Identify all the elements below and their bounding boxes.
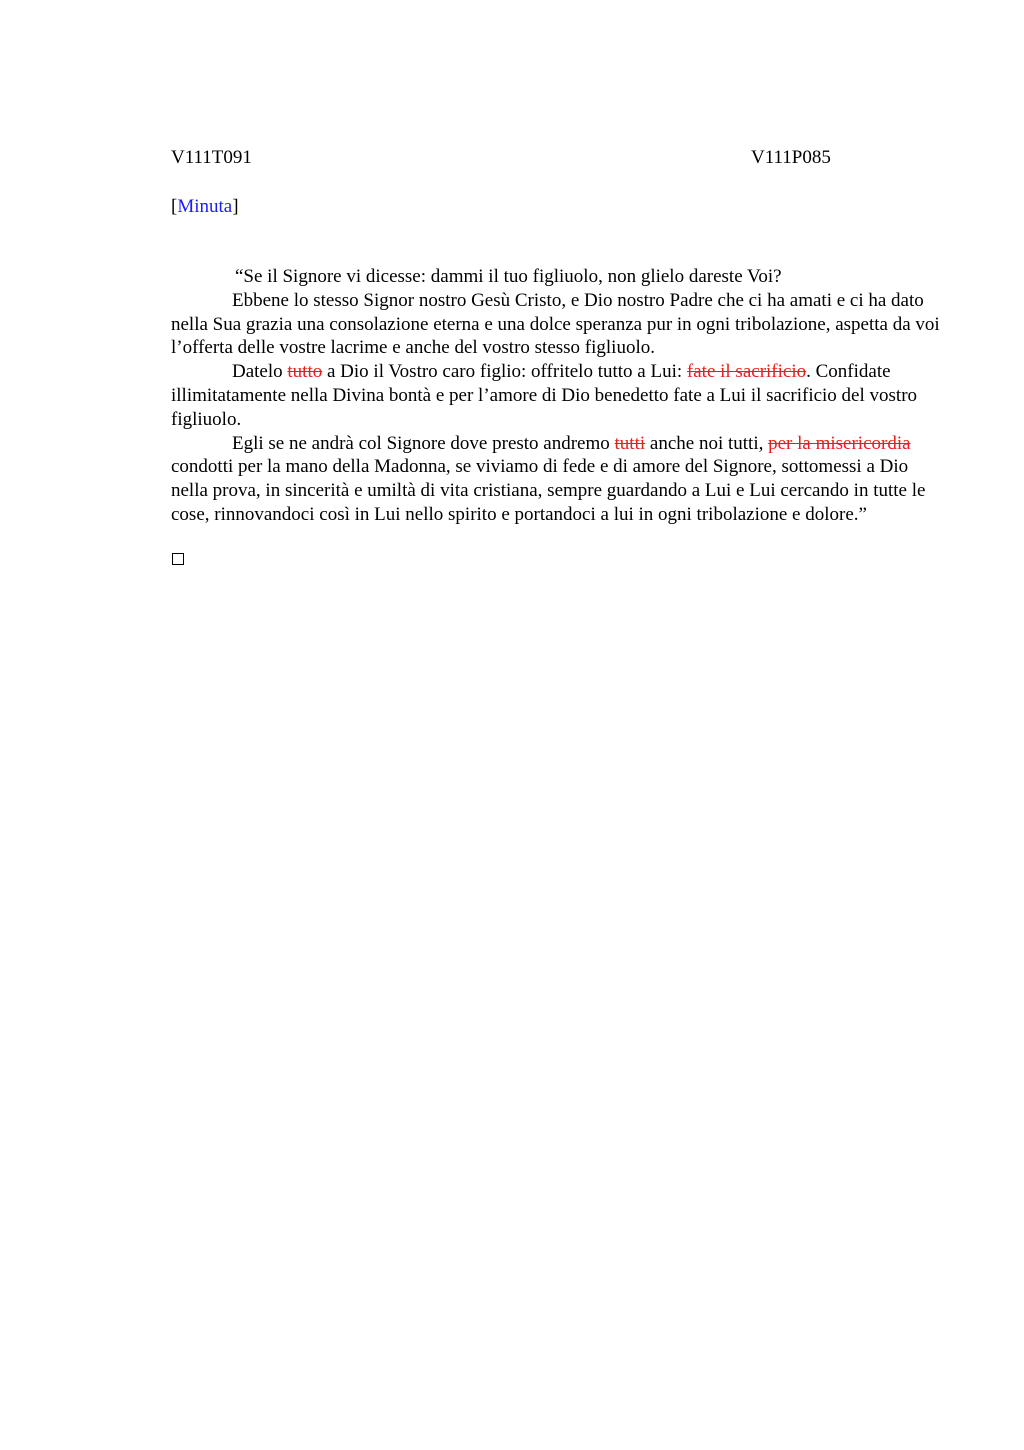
page-reference-code: V111P085 [751,147,831,168]
paragraph-4-text-2: anche noi tutti, [645,432,769,454]
paragraph-4-text-1: Egli se ne andrà col Signore dove presto andremo [232,432,615,454]
paragraph-2-text: Ebbene lo stesso Signor nostro Gesù Cristo, e Dio nostro Padre che ci ha amati e ci ha dato nella Sua grazia una consolazione eterna e una dolce speranza pur in ogni tribolazione, aspetta da voi l’offerta delle vostre lacrime e anche del vostro stesso figliuolo. [171,289,940,359]
deleted-word: tutto [287,361,323,383]
paragraph-1-text: “Se il Signore vi dicesse: dammi il tuo figliuolo, non glielo dareste Voi? [235,266,782,287]
deleted-phrase: per la misericordia [768,432,911,454]
paragraph-2 [171,289,941,360]
end-of-document-box-icon [172,553,184,565]
paragraph-3 [171,360,941,431]
minuta-link[interactable]: Minuta [177,196,233,217]
document-reference-code: V111T091 [171,147,252,168]
paragraph-4 [171,432,941,527]
deleted-phrase: fate il sacrificio [686,361,807,383]
document-type-label [171,195,239,219]
paragraph-1 [171,265,941,289]
paragraph-3-text-2: a Dio il Vostro caro figlio: offritelo tutto a Lui: [322,361,687,383]
paragraph-3-text-1: Datelo [232,361,288,383]
letter-body [171,265,941,527]
deleted-word: tutti [614,432,646,454]
paragraph-4-text-3: condotti per la mano della Madonna, se viviamo di fede e di amore del Signore, sottomessi a Dio nella prova, in sincerità e umiltà di vita cristiana, sempre guardando a Lui e Lui cercando in tutte le cose, rinnovandoci così in Lui nello spirito e portandoci a lui in ogni tribolazione e dolore.” [171,456,926,525]
paragraph-3-text-3: . Confidate illimitatamente nella Divina bontà e per l’amore di Dio benedetto fate a Lui il sacrificio del vostro figliuolo. [171,361,918,430]
bracket-open: [ [171,196,178,217]
bracket-close: ] [232,196,239,217]
